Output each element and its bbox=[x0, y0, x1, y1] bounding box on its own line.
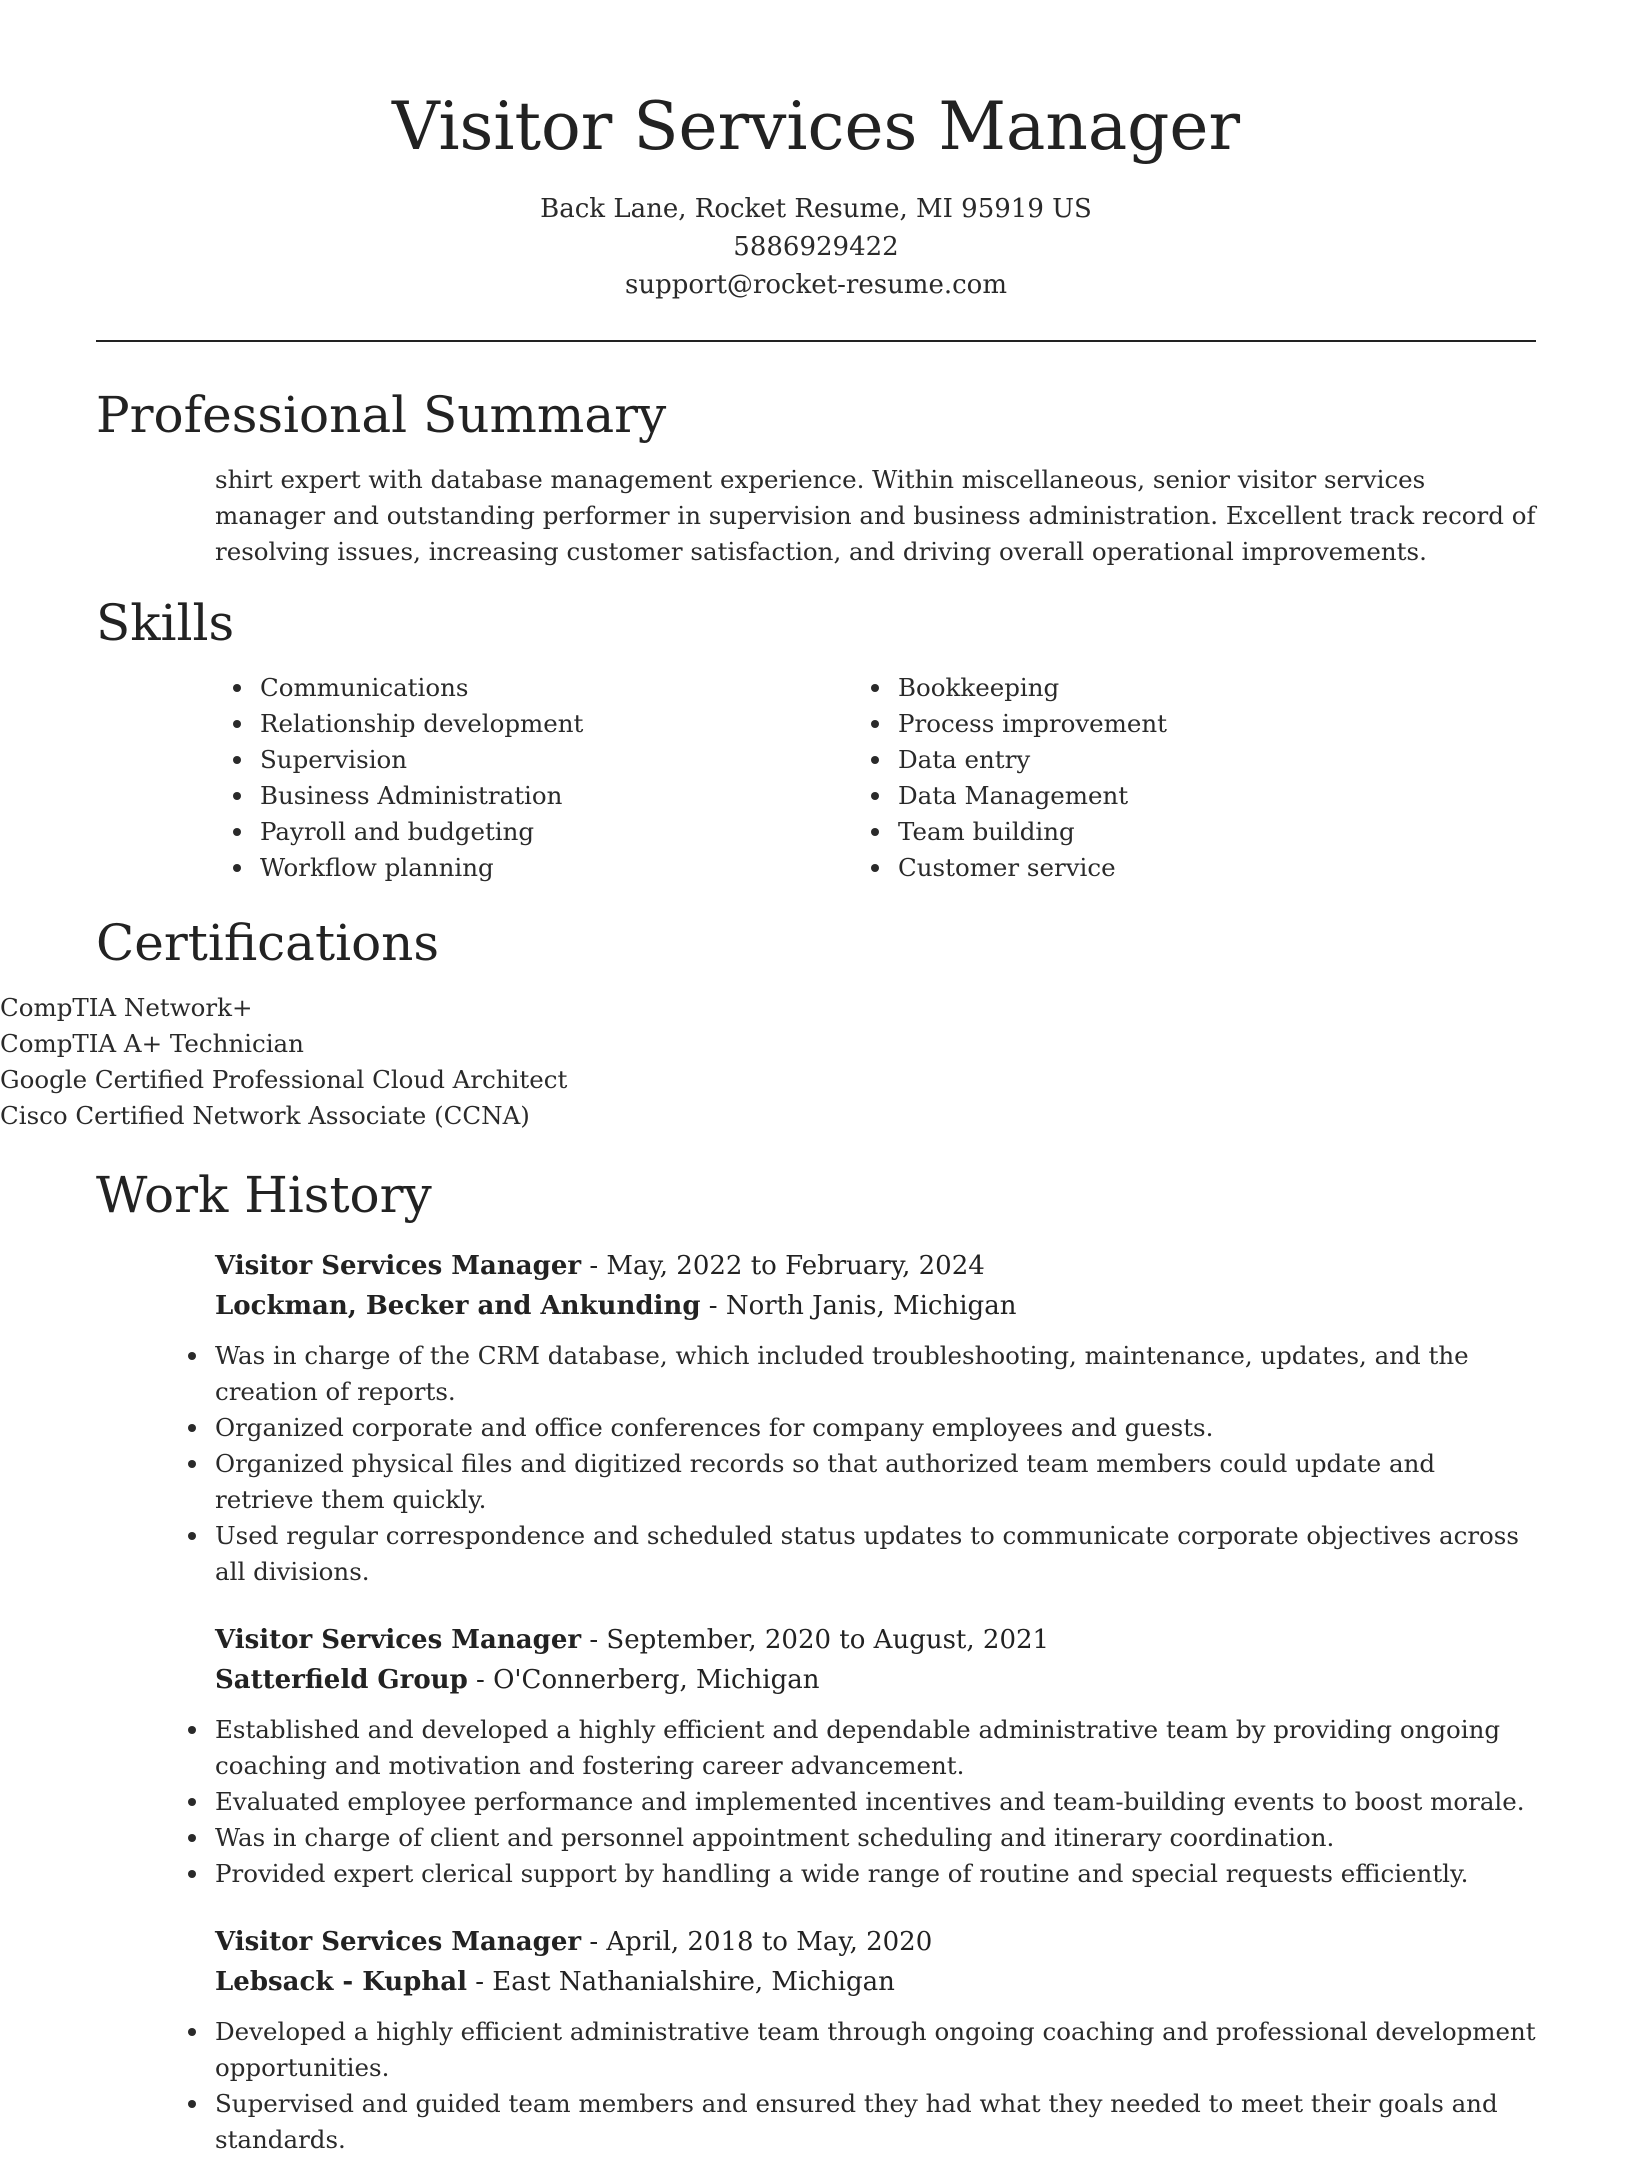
header-divider bbox=[96, 340, 1536, 342]
list-item: Provided expert clerical support by handling a wide range of routine and special requests efficiently. bbox=[215, 1856, 1536, 1892]
list-item: Cisco Certified Network Associate (CCNA) bbox=[0, 1098, 1632, 1134]
work-history-heading: Work History bbox=[96, 1166, 432, 1224]
job-dates: September, 2020 to August, 2021 bbox=[606, 1625, 1050, 1655]
certifications-section bbox=[0, 908, 1632, 1134]
list-item: CompTIA A+ Technician bbox=[0, 1026, 1632, 1062]
list-item: Evaluated employee performance and implemented incentives and team-building events to boost morale. bbox=[215, 1784, 1536, 1820]
job-role: Visitor Services Manager bbox=[215, 1927, 582, 1957]
summary-section bbox=[0, 380, 1632, 570]
list-item: Developed a highly efficient administrative team through ongoing coaching and professional development opportunities. bbox=[215, 2014, 1536, 2086]
list-item: Data Management bbox=[898, 778, 1536, 814]
summary-heading: Professional Summary bbox=[96, 386, 667, 444]
job-entry bbox=[215, 1620, 1536, 1892]
skills-heading: Skills bbox=[96, 594, 235, 652]
certifications-list bbox=[0, 990, 1632, 1134]
list-item: Organized physical files and digitized records so that authorized team members could update and retrieve them quickly. bbox=[215, 1446, 1536, 1518]
job-location: O'Connerberg, Michigan bbox=[493, 1665, 820, 1695]
job-location: North Janis, Michigan bbox=[725, 1291, 1017, 1321]
separator: - bbox=[581, 1927, 607, 1957]
phone-text: 5886929422 bbox=[733, 232, 899, 262]
job-location: East Nathanialshire, Michigan bbox=[492, 1967, 895, 1997]
list-item: Workflow planning bbox=[260, 850, 898, 886]
job-role: Visitor Services Manager bbox=[215, 1251, 582, 1281]
list-item: Was in charge of client and personnel appointment scheduling and itinerary coordination. bbox=[215, 1820, 1536, 1856]
job-bullets bbox=[215, 1712, 1536, 1892]
job-role: Visitor Services Manager bbox=[215, 1625, 582, 1655]
list-item: Data entry bbox=[898, 742, 1536, 778]
summary-text: shirt expert with database management experience. Within miscellaneous, senior visitor services manager and outstanding performer in supervision and business administration. Excellent track record of resolving issues, increasing customer satisfaction, and driving overall operational improvements. bbox=[215, 465, 1536, 566]
skills-columns bbox=[260, 658, 1536, 886]
job-company: Lebsack - Kuphal bbox=[215, 1967, 467, 1997]
list-item: Google Certified Professional Cloud Architect bbox=[0, 1062, 1632, 1098]
list-item: Supervision bbox=[260, 742, 898, 778]
list-item: Customer service bbox=[898, 850, 1536, 886]
job-dates: April, 2018 to May, 2020 bbox=[606, 1927, 933, 1957]
list-item: Organized corporate and office conferences for company employees and guests. bbox=[215, 1410, 1536, 1446]
job-title-line bbox=[215, 1922, 1536, 1962]
job-company: Satterfield Group bbox=[215, 1665, 468, 1695]
email-text: support@rocket-resume.com bbox=[624, 270, 1007, 300]
list-item: Bookkeeping bbox=[898, 670, 1536, 706]
job-bullets bbox=[215, 1338, 1536, 1590]
list-item: Supervised and guided team members and ensured they had what they needed to meet their goals and standards. bbox=[215, 2086, 1536, 2158]
job-company: Lockman, Becker and Ankunding bbox=[215, 1291, 701, 1321]
list-item: Used regular correspondence and scheduled status updates to communicate corporate objectives across all divisions. bbox=[215, 1518, 1536, 1590]
job-company-line bbox=[215, 1286, 1536, 1326]
job-title-line bbox=[215, 1620, 1536, 1660]
resume-header bbox=[0, 0, 1632, 304]
separator: - bbox=[581, 1625, 607, 1655]
separator: - bbox=[581, 1251, 607, 1281]
job-company-line bbox=[215, 1660, 1536, 1700]
job-title-line bbox=[215, 1246, 1536, 1286]
job-dates: May, 2022 to February, 2024 bbox=[606, 1251, 985, 1281]
address-text: Back Lane, Rocket Resume, MI 95919 US bbox=[540, 194, 1092, 224]
list-item: Business Administration bbox=[260, 778, 898, 814]
list-item: Relationship development bbox=[260, 706, 898, 742]
separator: - bbox=[466, 1967, 493, 1997]
skills-section bbox=[0, 588, 1632, 886]
list-item: Team building bbox=[898, 814, 1536, 850]
list-item: Payroll and budgeting bbox=[260, 814, 898, 850]
list-item: Established and developed a highly efficient and dependable administrative team by providing ongoing coaching and motivation and fostering career advancement. bbox=[215, 1712, 1536, 1784]
work-history-section bbox=[0, 1160, 1632, 2158]
skills-list-left bbox=[260, 670, 898, 886]
certifications-heading: Certifications bbox=[96, 914, 440, 972]
separator: - bbox=[467, 1665, 494, 1695]
list-item: Communications bbox=[260, 670, 898, 706]
candidate-name: Visitor Services Manager bbox=[391, 88, 1241, 165]
job-company-line bbox=[215, 1962, 1536, 2002]
skills-list-right bbox=[898, 670, 1536, 886]
job-bullets bbox=[215, 2014, 1536, 2158]
list-item: CompTIA Network+ bbox=[0, 990, 1632, 1026]
list-item: Process improvement bbox=[898, 706, 1536, 742]
job-entry bbox=[215, 1246, 1536, 1590]
contact-info bbox=[0, 190, 1632, 304]
job-entry bbox=[215, 1922, 1536, 2158]
jobs-container bbox=[0, 1246, 1632, 2158]
list-item: Was in charge of the CRM database, which included troubleshooting, maintenance, updates, and the creation of reports. bbox=[215, 1338, 1536, 1410]
separator: - bbox=[700, 1291, 726, 1321]
